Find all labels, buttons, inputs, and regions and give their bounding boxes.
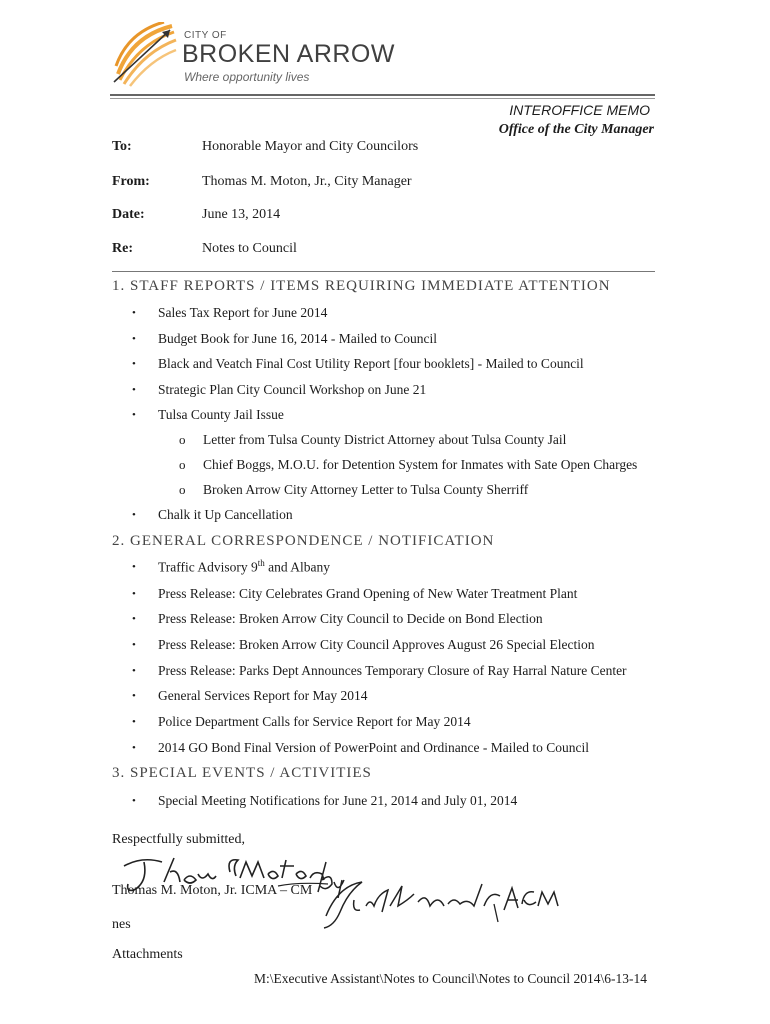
bullet: •	[132, 742, 136, 754]
bullet: •	[132, 665, 136, 677]
arrow-sunburst-logo-icon	[112, 22, 178, 88]
bullet: •	[132, 613, 136, 625]
list-item: Press Release: City Celebrates Grand Opening of New Water Treatment Plant	[158, 586, 578, 601]
city-logo	[112, 22, 412, 92]
closing-respectfully: Respectfully submitted,	[112, 832, 245, 847]
from-label: From:	[112, 174, 150, 189]
bullet: •	[132, 639, 136, 651]
bullet: •	[132, 690, 136, 702]
logo-city-name: BROKEN ARROW	[182, 40, 395, 68]
logo-tagline: Where opportunity lives	[184, 70, 310, 84]
bullet: •	[132, 307, 136, 319]
from-value: Thomas M. Moton, Jr., City Manager	[202, 174, 412, 189]
bullet: •	[132, 409, 136, 421]
closing-attachments: Attachments	[112, 947, 183, 962]
list-item: Special Meeting Notifications for June 21, 2014 and July 01, 2014	[158, 793, 518, 808]
closing-initials: nes	[112, 917, 131, 932]
list-item: Press Release: Broken Arrow City Council to Decide on Bond Election	[158, 611, 543, 626]
sub-list-item: Broken Arrow City Attorney Letter to Tulsa County Sherriff	[203, 482, 529, 497]
list-item: 2014 GO Bond Final Version of PowerPoint and Ordinance - Mailed to Council	[158, 740, 589, 755]
bullet: •	[132, 716, 136, 728]
list-item: Budget Book for June 16, 2014 - Mailed to Council	[158, 331, 437, 346]
header-rule	[110, 94, 655, 96]
sub-bullet: o	[179, 482, 186, 497]
bullet: •	[132, 358, 136, 370]
to-value: Honorable Mayor and City Councilors	[202, 139, 419, 154]
bullet: •	[132, 588, 136, 600]
list-item: Chalk it Up Cancellation	[158, 507, 293, 522]
list-item: Press Release: Parks Dept Announces Temporary Closure of Ray Harral Nature Center	[158, 663, 627, 678]
section-title: 1. STAFF REPORTS / ITEMS REQUIRING IMMEDIATE ATTENTION	[112, 278, 611, 294]
bullet: •	[132, 795, 136, 807]
traffic-advisory-sup: th	[257, 558, 265, 568]
traffic-advisory-tail: and Albany	[264, 559, 331, 575]
bullet: •	[132, 384, 136, 396]
list-item: Sales Tax Report for June 2014	[158, 305, 328, 320]
traffic-advisory-text: Traffic Advisory 9	[158, 559, 258, 575]
date-label: Date:	[112, 207, 145, 222]
section-title: 2. GENERAL CORRESPONDENCE / NOTIFICATION	[112, 533, 495, 549]
sub-bullet: o	[179, 432, 186, 447]
to-label: To:	[112, 139, 132, 154]
sub-list-item: Chief Boggs, M.O.U. for Detention System for Inmates with Sate Open Charges	[203, 457, 638, 472]
closing-signer: Thomas M. Moton, Jr. ICMA – CM	[112, 883, 313, 898]
logo-city-of: CITY OF	[184, 30, 227, 41]
re-label: Re:	[112, 241, 133, 256]
list-item: General Services Report for May 2014	[158, 688, 368, 703]
memo-office: Office of the City Manager	[498, 122, 654, 137]
list-item: Press Release: Broken Arrow City Council Approves August 26 Special Election	[158, 637, 595, 652]
sub-list-item: Letter from Tulsa County District Attorney about Tulsa County Jail	[203, 432, 567, 447]
footer-file-path: M:\Executive Assistant\Notes to Council\Notes to Council 2014\6-13-14	[254, 971, 647, 986]
bullet: •	[132, 509, 136, 521]
list-item: Black and Veatch Final Cost Utility Report [four booklets] - Mailed to Council	[158, 356, 584, 371]
memo-title: INTEROFFICE MEMO	[509, 102, 650, 118]
header-rule-thin	[110, 98, 655, 99]
section-title: 3. SPECIAL EVENTS / ACTIVITIES	[112, 765, 372, 781]
bullet: •	[132, 333, 136, 345]
sub-bullet: o	[179, 457, 186, 472]
list-item: Strategic Plan City Council Workshop on June 21	[158, 382, 427, 397]
list-item: Police Department Calls for Service Report for May 2014	[158, 714, 471, 729]
signature-acm-icon	[318, 876, 568, 932]
section-rule	[112, 271, 655, 272]
date-value: June 13, 2014	[202, 207, 281, 222]
bullet: •	[132, 561, 136, 573]
list-item: Tulsa County Jail Issue	[158, 407, 284, 422]
list-item	[158, 558, 330, 576]
re-value: Notes to Council	[202, 241, 297, 256]
